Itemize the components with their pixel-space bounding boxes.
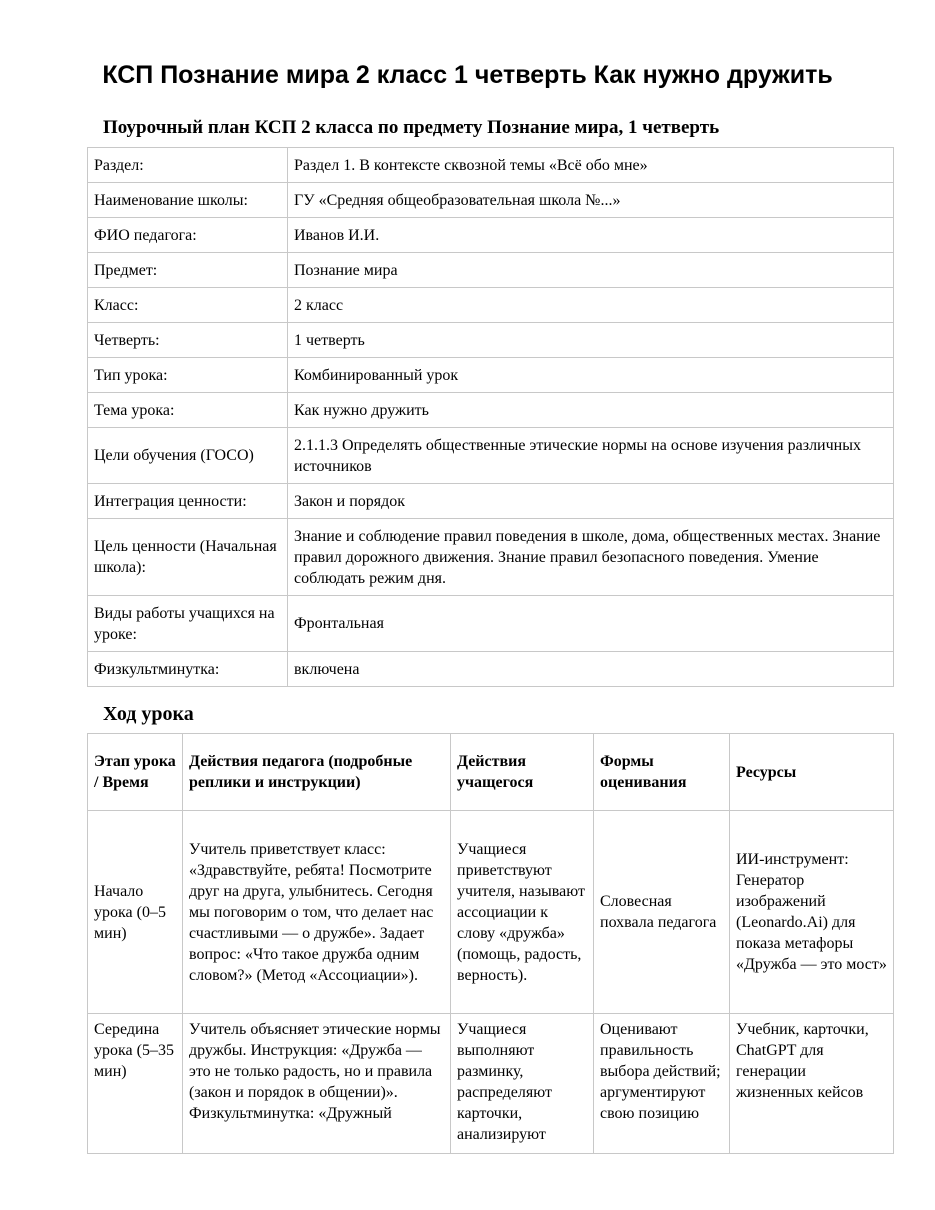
assessment-cell: Словесная похвала педагога: [594, 811, 730, 1014]
info-label: Четверть:: [88, 323, 288, 358]
assessment-cell: Оценивают правильность выбора действий; аргументируют свою позицию: [594, 1014, 730, 1154]
info-value: Иванов И.И.: [288, 218, 894, 253]
info-label: Класс:: [88, 288, 288, 323]
student-actions-cell: Учащиеся приветствуют учителя, называют ассоциации к слову «дружба» (помощь, радость, верность).: [451, 811, 594, 1014]
student-actions-cell: Учащиеся выполняют разминку, распределяют карточки, анализируют: [451, 1014, 594, 1154]
table-row: [88, 358, 894, 393]
page-title: КСП Познание мира 2 класс 1 четверть Как нужно дружить: [102, 61, 833, 89]
column-header-resources: Ресурсы: [730, 734, 894, 811]
info-value: Закон и порядок: [288, 484, 894, 519]
table-row: [88, 652, 894, 687]
info-label: Цель ценности (Начальная школа):: [88, 519, 288, 596]
table-row: [88, 519, 894, 596]
lesson-section-title: Ход урока: [103, 703, 194, 725]
info-value: 2 класс: [288, 288, 894, 323]
table-row: [88, 253, 894, 288]
table-row: [88, 1014, 894, 1154]
teacher-actions-cell: Учитель объясняет этические нормы дружбы. Инструкция: «Дружба — это не только радость, но и правила (закон и порядок в общении)». Физкультминутка: «Дружный: [183, 1014, 451, 1154]
table-row: [88, 393, 894, 428]
info-label: Тип урока:: [88, 358, 288, 393]
info-value: Комбинированный урок: [288, 358, 894, 393]
info-value: Познание мира: [288, 253, 894, 288]
info-label: Цели обучения (ГОСО): [88, 428, 288, 484]
info-label: Виды работы учащихся на уроке:: [88, 596, 288, 652]
info-label: Раздел:: [88, 148, 288, 183]
info-value: Фронтальная: [288, 596, 894, 652]
column-header-stage: Этап урока / Время: [88, 734, 183, 811]
info-label: Наименование школы:: [88, 183, 288, 218]
info-label: Интеграция ценности:: [88, 484, 288, 519]
resources-cell: Учебник, карточки, ChatGPT для генерации жизненных кейсов: [730, 1014, 894, 1154]
resources-cell: ИИ-инструмент: Генератор изображений (Leonardo.Ai) для показа метафоры «Дружба — это мост»: [730, 811, 894, 1014]
table-header-row: [88, 734, 894, 811]
column-header-assessment: Формы оценивания: [594, 734, 730, 811]
plan-subtitle: Поурочный план КСП 2 класса по предмету Познание мира, 1 четверть: [103, 117, 720, 138]
stage-cell: Середина урока (5–35 мин): [88, 1014, 183, 1154]
column-header-student-actions: Действия учащегося: [451, 734, 594, 811]
lesson-progress-table: [87, 733, 894, 1154]
info-value: Как нужно дружить: [288, 393, 894, 428]
info-value: 2.1.1.3 Определять общественные этические нормы на основе изучения различных источников: [288, 428, 894, 484]
table-row: [88, 596, 894, 652]
info-value: включена: [288, 652, 894, 687]
info-value: Знание и соблюдение правил поведения в школе, дома, общественных местах. Знание правил дорожного движения. Знание правил безопасного поведения. Умение соблюдать режим дня.: [288, 519, 894, 596]
info-label: ФИО педагога:: [88, 218, 288, 253]
table-row: [88, 183, 894, 218]
info-value: Раздел 1. В контексте сквозной темы «Всё обо мне»: [288, 148, 894, 183]
stage-cell: Начало урока (0–5 мин): [88, 811, 183, 1014]
table-row: [88, 148, 894, 183]
table-row: [88, 484, 894, 519]
teacher-actions-cell: Учитель приветствует класс: «Здравствуйте, ребята! Посмотрите друг на друга, улыбнитесь. Сегодня мы поговорим о том, что делает нас счастливыми — о дружбе». Задает вопрос: «Что такое дружба одним словом?» (Метод «Ассоциации»).: [183, 811, 451, 1014]
info-value: 1 четверть: [288, 323, 894, 358]
table-row: [88, 428, 894, 484]
table-row: [88, 811, 894, 1014]
lesson-info-table: [87, 147, 894, 687]
info-label: Физкультминутка:: [88, 652, 288, 687]
table-row: [88, 323, 894, 358]
info-label: Предмет:: [88, 253, 288, 288]
info-label: Тема урока:: [88, 393, 288, 428]
table-row: [88, 288, 894, 323]
column-header-teacher-actions: Действия педагога (подробные реплики и инструкции): [183, 734, 451, 811]
table-row: [88, 218, 894, 253]
info-value: ГУ «Средняя общеобразовательная школа №...»: [288, 183, 894, 218]
